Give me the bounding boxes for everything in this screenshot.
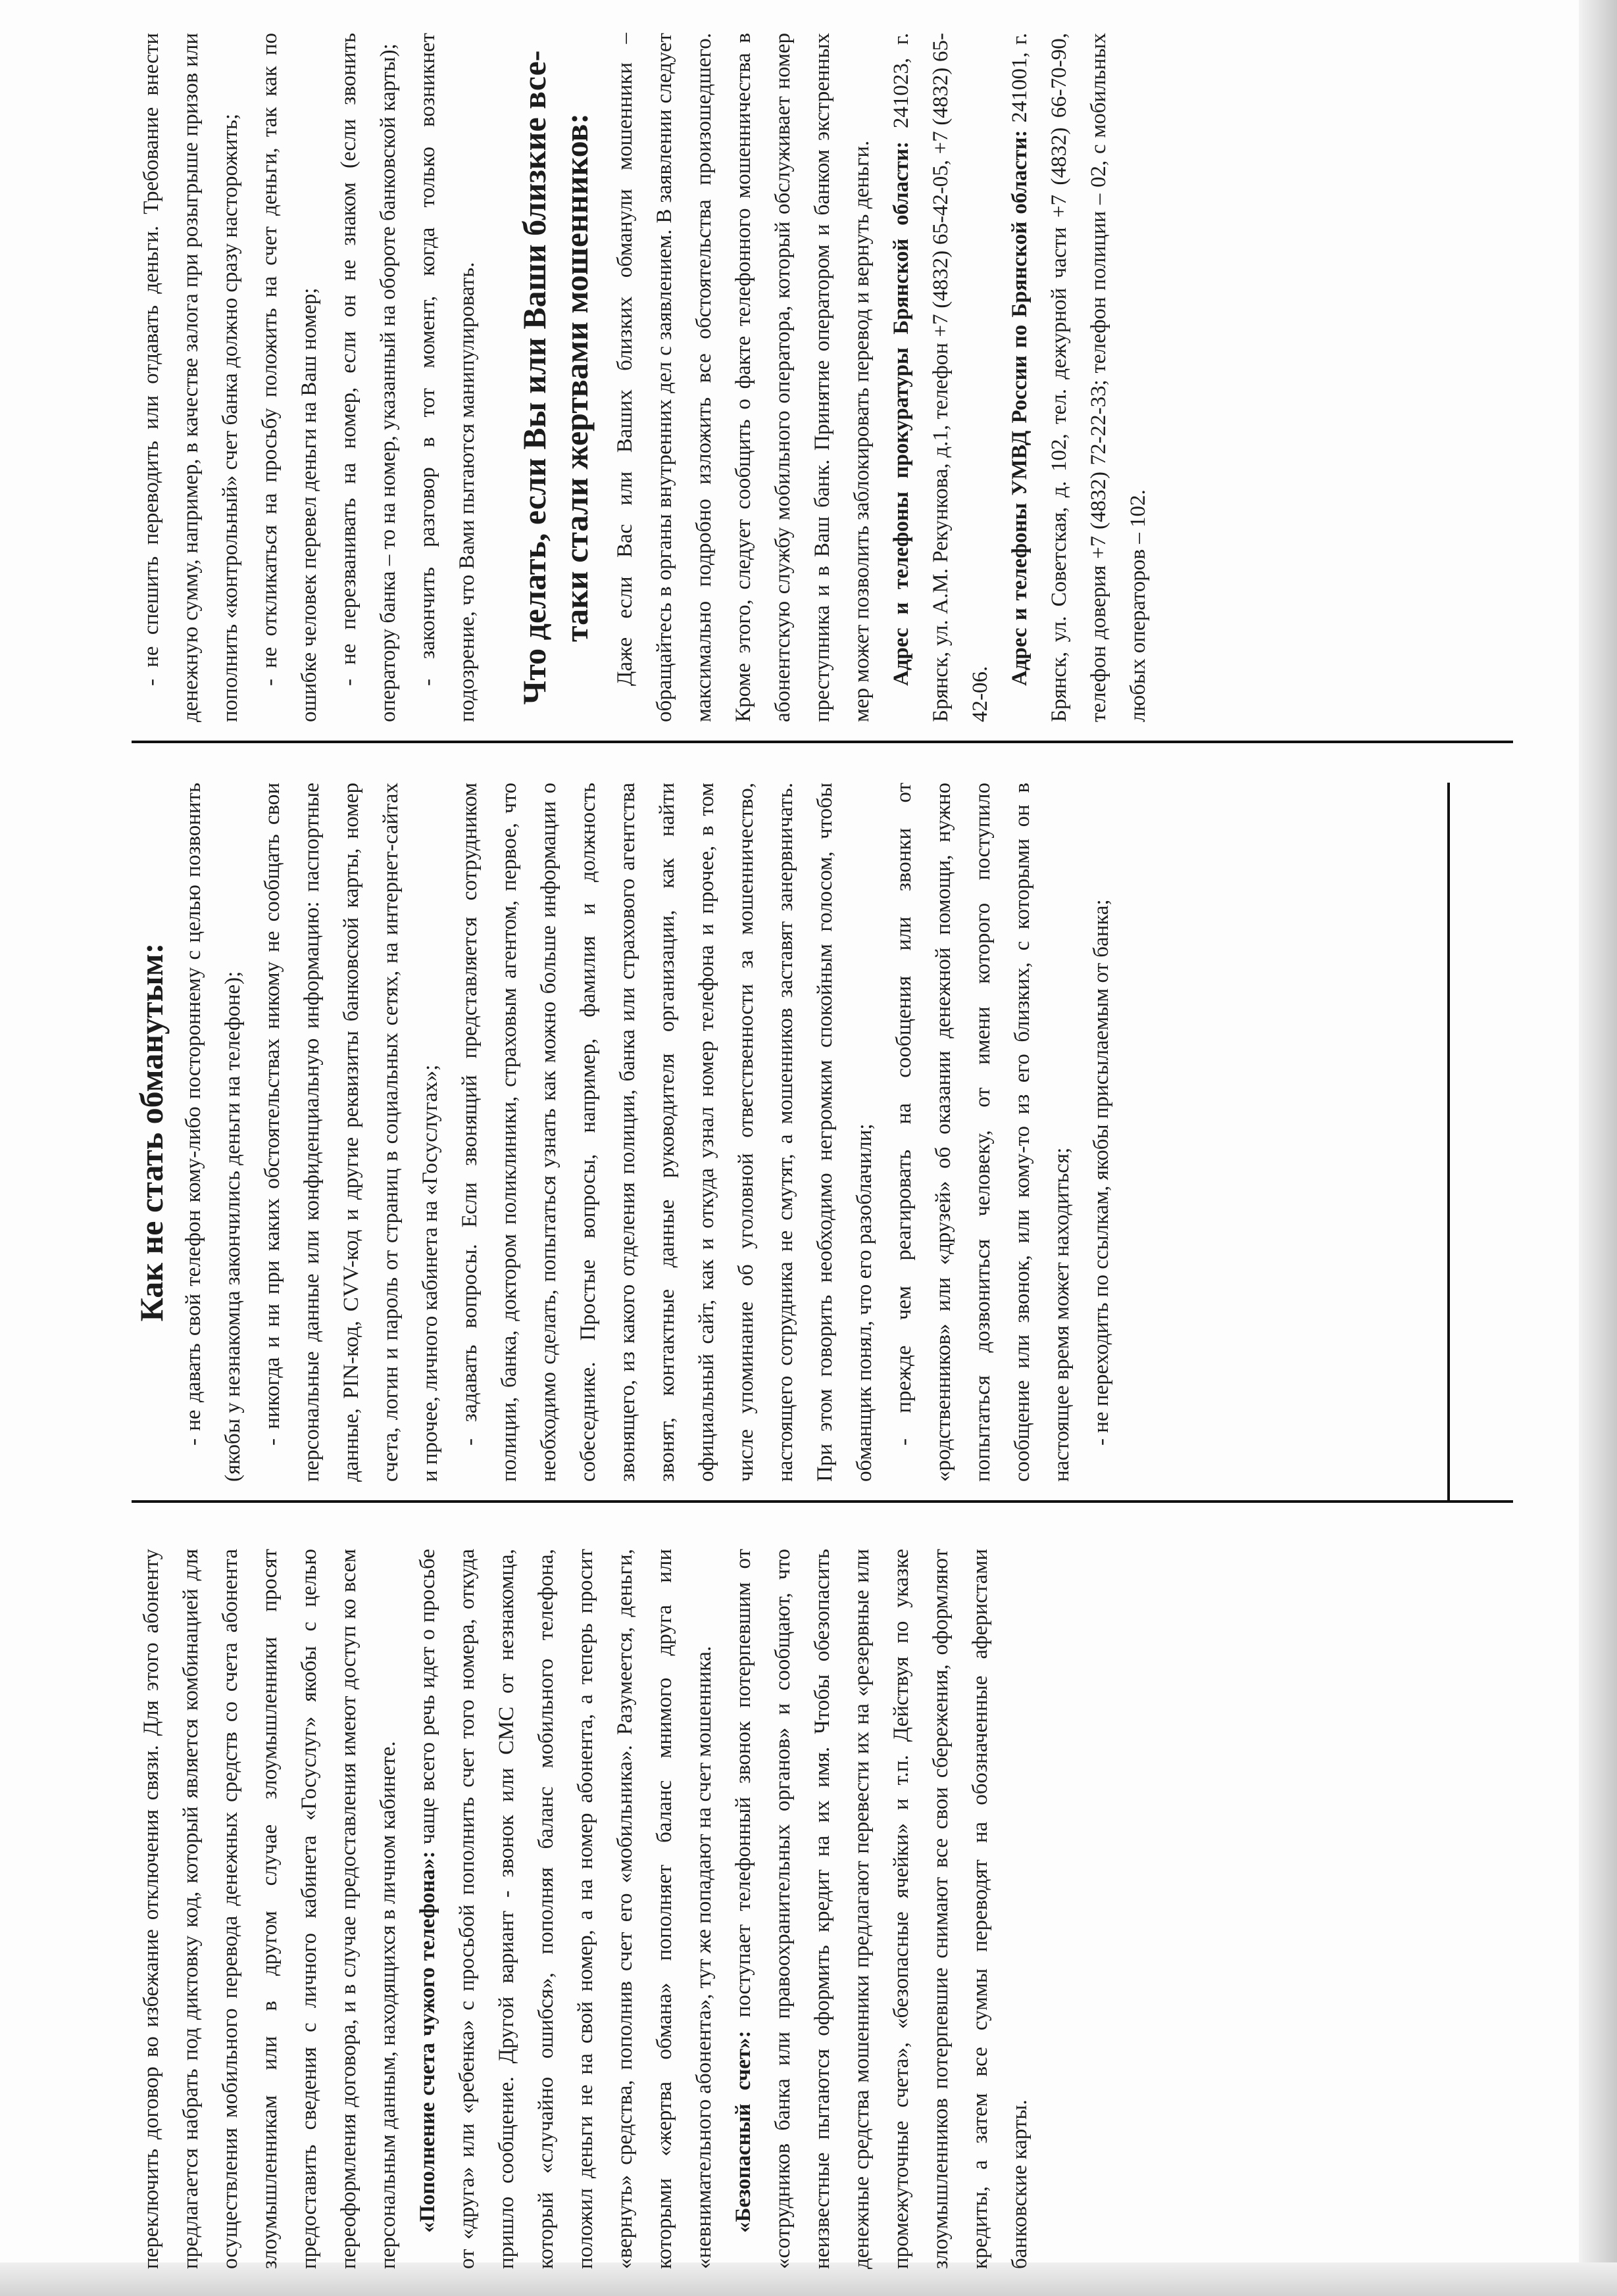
tip-do-not-follow-links: - не переходить по ссылкам, якобы присылаемым от банка; <box>1089 899 1113 1446</box>
heading-how-not-to-be-deceived: Как не стать обманутым: <box>133 942 170 1322</box>
contacts-police-details: 241001, г. Брянск, ул. Советская, д. 102, тел. дежурной части +7 (4832) 66-70-90, телефон доверия +7 (4832) 72-22-33; телефон полиции – 02, с мобильных любых операторов – 102. <box>1008 33 1150 722</box>
column-divider-bottom <box>1447 783 1450 1503</box>
paragraph-safe-account <box>724 1549 1039 2269</box>
scan-edge-shadow <box>1579 0 1617 2296</box>
contacts-police-department <box>1000 33 1158 722</box>
paragraph-report-fraud: Даже если Вас или Ваших близких обманули мошенники – обращайтесь в органы внутренних дел с заявлением. В заявлении следует максимально подробно изложить все обстоятельства произошедшего. Кроме этого, следует сообщить о факте телефонного мошенничества в абонентскую службу мобильного оператора, который обслуживает номер преступника и в Ваш банк. Принятие оператором и банком экстренных мер может позволить заблокировать перевод и вернуть деньги. <box>613 33 874 722</box>
contacts-prosecutor-title: Адрес и телефоны прокуратуры Брянской области: <box>889 141 913 686</box>
scheme-text-phone-topup: чаще всего речь идет о просьбе от «друга» или «ребенка» с просьбой пополнить счет того номера, откуда пришло сообщение. Другой вариант - звонок или СМС от незнакомца, который «случайно ошибся», пополняя баланс мобильного телефона, положил деньги не на свой номер, а на номер абонента, а теперь просит «вернуть» средства, пополнив счет его «мобильника». Разумеется, деньги, которыми «жертва обмана» пополняет баланс мнимого друга или «невнимательного абонента», тут же попадают на счет мошенника. <box>416 1549 716 2269</box>
rotated-leaflet <box>132 33 1513 2269</box>
tip-do-not-call-back: - не перезванивать на номер, если он не знаком (если звонить оператору банка – то на номер, указанный на обороте банковской карты); <box>337 33 400 722</box>
tip-keep-personal-data: - никогда и ни при каких обстоятельствах никому не сообщать свои персональные данные или конфиденциальную информацию: паспортные данные, PIN-код, CVV-код и другие реквизиты банковской карты, номер счета, логин и пароль от страниц в социальных сетях, на интернет-сайтах и прочее, личного кабинета на «Госуслугах»; <box>261 783 442 1482</box>
paragraph-phone-topup <box>408 1549 724 2269</box>
scheme-text-safe-account: поступает телефонный звонок потерпевшим от «сотрудников банка или правоохранительных органов» и сообщают, что неизвестные пытаются оформить кредит на их имя. Чтобы обезопасить денежные средства мошенники предлагают перевести их на «резервные или промежуточные счета», «безопасные ячейки» и т.п. Действуя по указке злоумышленников потерпевшие снимают все свои сбережения, оформляют кредиты, а затем все суммы переводят на обозначенные аферистами банковские карты. <box>732 1549 1032 2269</box>
tip-do-not-respond-mistaken-transfer: - не откликаться на просьбу положить на счет деньги, так как по ошибке человек перевел деньги на Ваш номер; <box>258 33 321 722</box>
contacts-prosecutor-office <box>882 33 1000 722</box>
column-how-not-to-be-deceived <box>132 783 1513 1503</box>
contacts-police-title: Адрес и телефоны УМВД России по Брянской области: <box>1008 130 1032 686</box>
tip-ask-questions: - задавать вопросы. Если звонящий представляется сотрудником полиции, банка, доктором поликлиники, страховым агентом, первое, что необходимо сделать, попытаться узнать как можно больше информации о собеседнике. Простые вопросы, например, фамилия и должность звонящего, из какого отделения полиции, банка или страхового агентства звонят, контактные данные руководителя организации, как найти официальный сайт, как и откуда узнал номер телефона и прочее, в том числе упоминание об уголовной ответственности за мошенничество, настоящего сотрудника не смутят, а мошенников заставят занервничать. При этом говорить необходимо негромким спокойным голосом, чтобы обманщик понял, что его разоблачили; <box>458 783 876 1482</box>
contacts-prosecutor-details: 241023, г. Брянск, ул. А.М. Рекункова, д.1, телефон +7 (4832) 65-42-05, +7 (4832) 65-42-06. <box>889 33 992 722</box>
scheme-title-safe-account: «Безопасный счет»: <box>732 2030 755 2233</box>
tip-verify-relatives: - прежде чем реагировать на сообщения или звонки от «родственников» или «друзей» об оказании денежной помощи, нужно попытаться дозвониться человеку, от имени которого поступило сообщение или звонок, или кому-то из его близких, с которыми он в настоящее время может находиться; <box>892 783 1074 1482</box>
tip-end-conversation: - закончить разговор в тот момент, когда только возникнет подозрение, что Вами пытаются манипулировать. <box>416 33 479 722</box>
column-what-to-do <box>132 33 1513 743</box>
column-fraud-schemes <box>132 1549 1513 2269</box>
scheme-title-phone-topup: «Пополнение счета чужого телефона»: <box>416 1851 439 2233</box>
tip-do-not-hurry: - не спешить переводить или отдавать деньги. Требование внести денежную сумму, например, в качестве залога при розыгрыше призов или пополнить «контрольный» счет банка должно сразу насторожить; <box>139 33 242 722</box>
paragraph-contract-switch: переключить договор во избежание отключения связи. Для этого абоненту предлагается набрать под диктовку код, который является комбинацией для осуществления мобильного перевода денежных средств со счета абонента злоумышленникам или в другом случае злоумышленники просят предоставить сведения с личного кабинета «Госуслуг» якобы с целью переоформления договора, и в случае предоставления имеют доступ ко всем персональным данным, находящихся в личном кабинете. <box>139 1549 400 2269</box>
tip-do-not-lend-phone: - не давать свой телефон кому-либо постороннему с целью позвонить (якобы у незнакомца закончились деньги на телефоне); <box>182 783 245 1482</box>
heading-what-to-do: Что делать, если Вы или Ваши близкие все-таки стали жертвами мошенников: <box>516 50 595 705</box>
